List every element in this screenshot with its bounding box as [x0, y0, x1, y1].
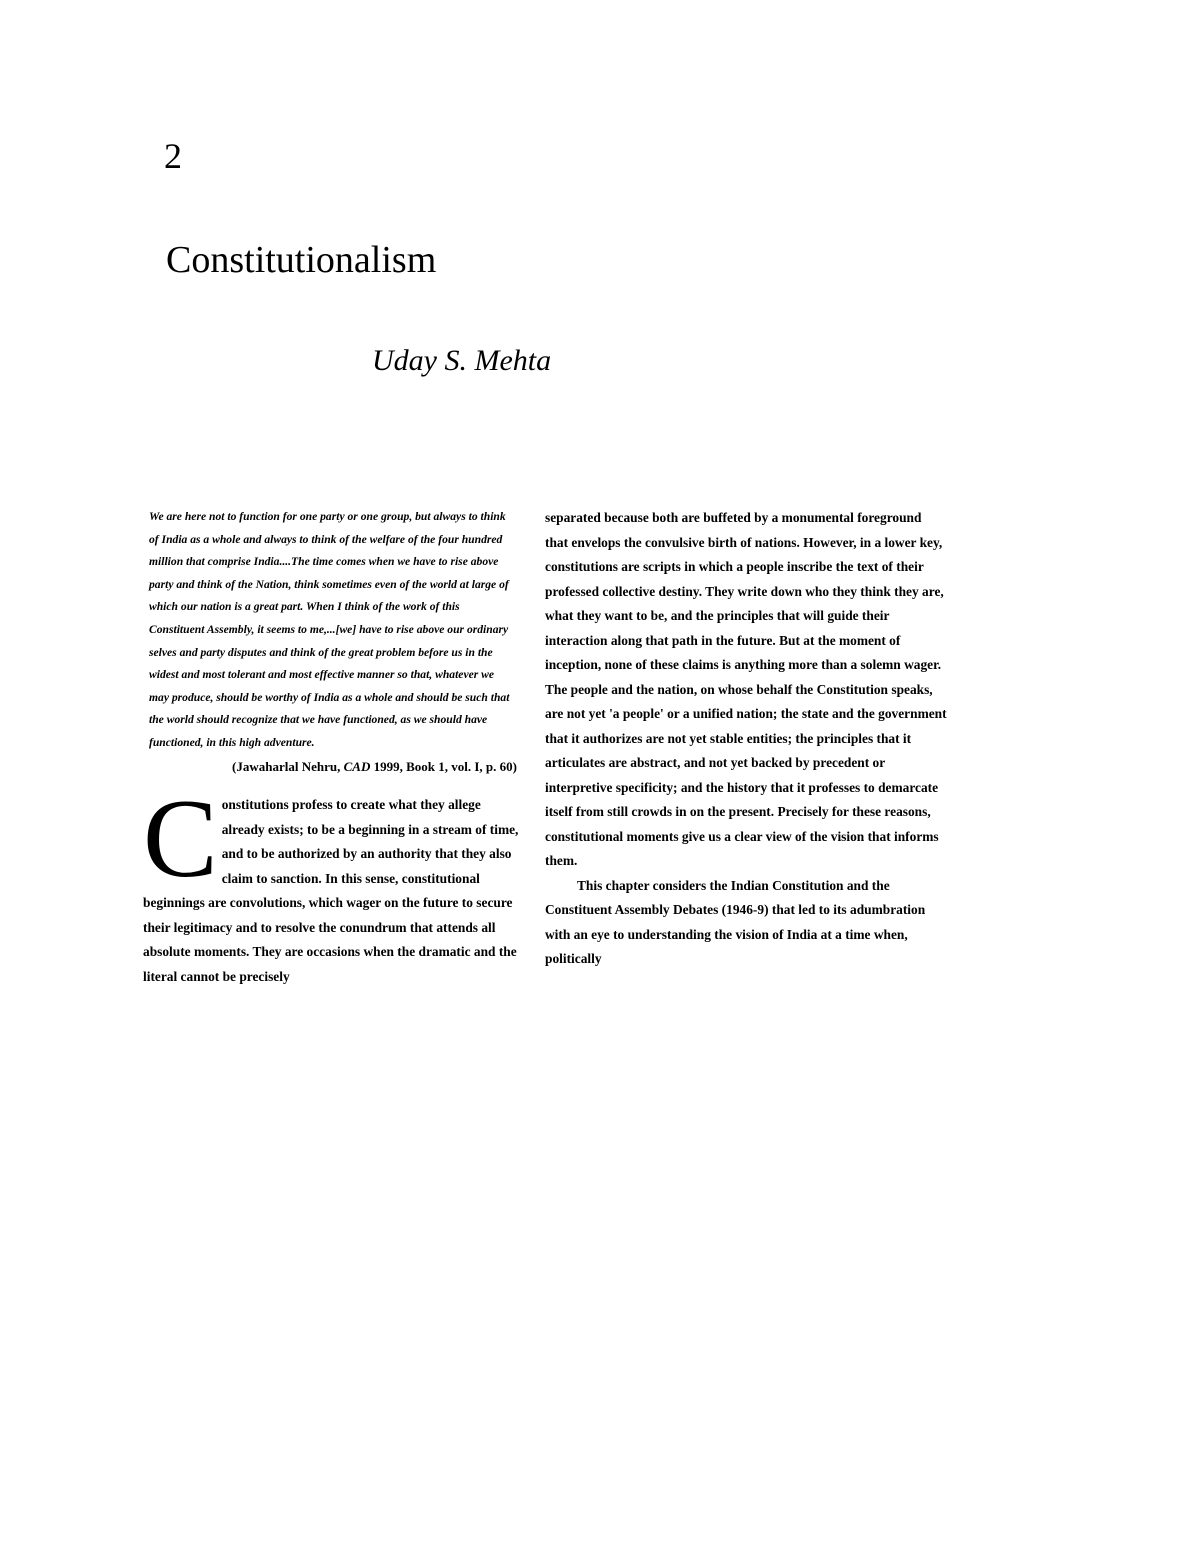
body-paragraph-1-continued: separated because both are buffeted by a monumental foreground that envelops the convulsive birth of nations. However, in a lower key, constitutions are scripts in which a people inscribe the text of their professed collective destiny. They write down who they think they are, what they want to be, and the principles that will guide their interaction along that path in the future. But at the moment of inception, none of these claims is anything more than a solemn wager. The people and the nation, on whose behalf the Constitution speaks, are not yet 'a people' or a unified nation; the state and the government that it authorizes are not yet stable entities; the principles that it articulates are abstract, and not yet backed by precedent or interpretive specificity; and the history that it professes to demarcate itself from still crowds in on the present. Precisely for these reasons, constitutional moments give us a clear view of the vision that informs them. [545, 510, 947, 868]
left-column [143, 506, 521, 989]
citation-prefix: (Jawaharlal Nehru, [232, 758, 344, 774]
body-paragraph-2: This chapter considers the Indian Constitution and the Constituent Assembly Debates (1946-9) that led to its adumbration with an eye to understanding the vision of India at a time when, politically [545, 877, 926, 966]
citation-source: CAD [343, 758, 371, 774]
chapter-title: Constitutionalism [166, 239, 437, 281]
chapter-number: 2 [164, 136, 182, 176]
drop-cap: C [143, 777, 218, 902]
body-paragraph-1-text: onstitutions profess to create what they allege already exists; to be a beginning in a stream of time, and to be authorized by an authority that they also claim to sanction. In this sense, constitutional beginnings are convolutions, which wager on the future to secure their legitimacy and to resolve the conundrum that attends all absolute moments. They are occasions when the dramatic and the literal cannot be precisely [143, 797, 519, 984]
right-column [545, 506, 947, 972]
epigraph-quote: We are here not to function for one party or one group, but always to think of India as a whole and always to think of the welfare of the four hundred million that comprise India....The time comes when we have to rise above party and think of the Nation, think sometimes even of the world at large of which our nation is a great part. When I think of the work of this Constituent Assembly, it seems to me,...[we] have to rise above our ordinary selves and party disputes and think of the great problem before us in the widest and most tolerant and most effective manner so that, whatever we may produce, should be worthy of India as a whole and should be such that the world should recognize that we have functioned, as we should have functioned, in this high adventure. [149, 510, 510, 749]
body-paragraph-1-start [143, 777, 521, 989]
epigraph-citation [143, 755, 517, 780]
citation-suffix: 1999, Book 1, vol. I, p. 60) [370, 758, 517, 774]
author-name: Uday S. Mehta [372, 344, 552, 377]
